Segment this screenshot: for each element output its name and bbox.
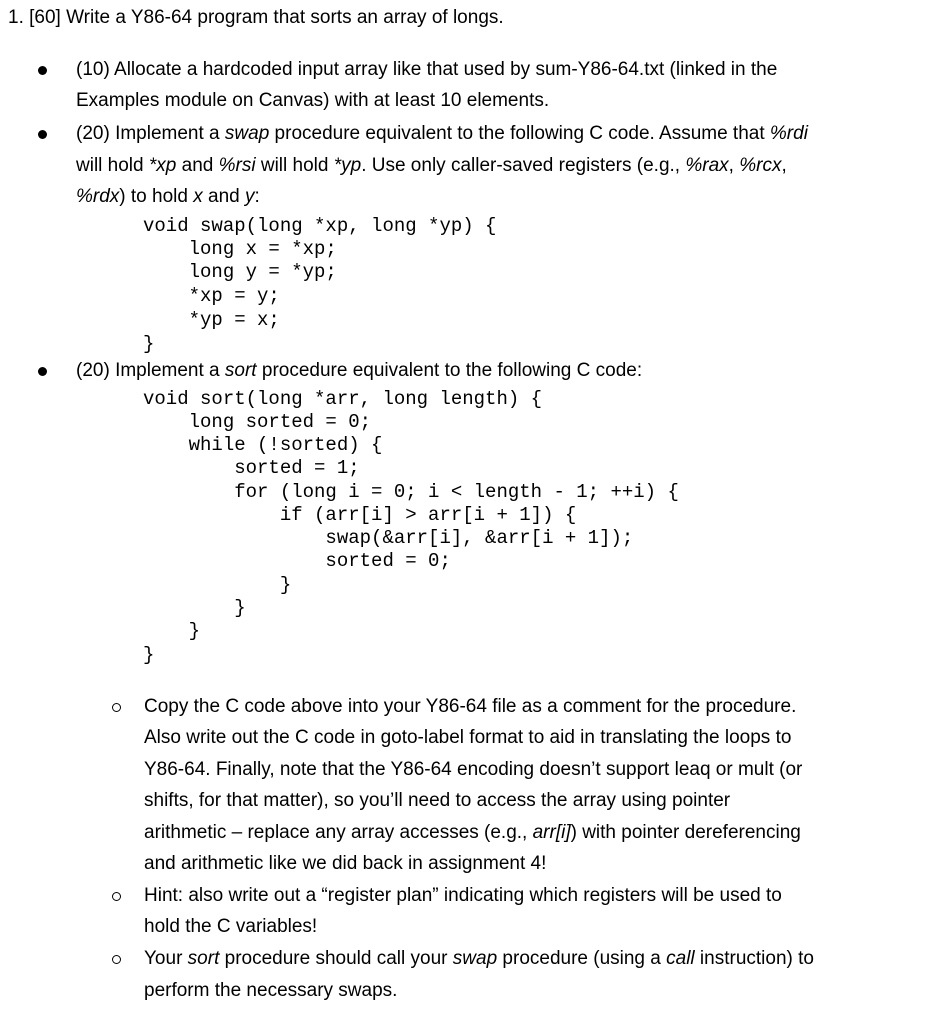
- sub3-line1: Your sort procedure should call your swap procedure (using a call instruction) to: [144, 948, 814, 969]
- bullet-dot: [38, 66, 47, 75]
- sub2-line1: Hint: also write out a “register plan” indicating which registers will be used to: [144, 885, 782, 906]
- code-line: }: [143, 644, 155, 666]
- code-line: for (long i = 0; i < length - 1; ++i) {: [143, 481, 679, 503]
- sub2-line2: hold the C variables!: [144, 916, 318, 937]
- code-line: while (!sorted) {: [143, 434, 383, 456]
- code-line: *xp = y;: [143, 285, 280, 307]
- sub-bullet-circle: [112, 955, 121, 964]
- bullet-dot: [38, 130, 47, 139]
- bullet2-line1: (20) Implement a swap procedure equivalent to the following C code. Assume that %rdi: [76, 123, 808, 144]
- code-line: void sort(long *arr, long length) {: [143, 388, 543, 410]
- bullet1-line2: Examples module on Canvas) with at least 10 elements.: [76, 90, 550, 111]
- sub1-line1: Copy the C code above into your Y86-64 file as a comment for the procedure.: [144, 696, 797, 717]
- code-line: }: [143, 333, 155, 355]
- code-line: sorted = 0;: [143, 550, 451, 572]
- code-line: }: [143, 620, 201, 642]
- code-line: sorted = 1;: [143, 457, 360, 479]
- sub1-line4: shifts, for that matter), so you’ll need to access the array using pointer: [144, 790, 731, 811]
- question-heading: 1. [60] Write a Y86-64 program that sorts an array of longs.: [8, 7, 504, 28]
- code-line: swap(&arr[i], &arr[i + 1]);: [143, 527, 634, 549]
- sub-bullet-circle: [112, 703, 121, 712]
- code-line: long sorted = 0;: [143, 411, 372, 433]
- sub-bullet-circle: [112, 892, 121, 901]
- bullet2-line2: will hold *xp and %rsi will hold *yp. Use only caller-saved registers (e.g., %rax, %rcx,: [76, 155, 787, 176]
- bullet-dot: [38, 367, 47, 376]
- sub3-line2: perform the necessary swaps.: [144, 980, 398, 1001]
- code-line: *yp = x;: [143, 309, 280, 331]
- code-line: void swap(long *xp, long *yp) {: [143, 215, 497, 237]
- bullet3-line1: (20) Implement a sort procedure equivalent to the following C code:: [76, 360, 643, 381]
- sub1-line2: Also write out the C code in goto-label format to aid in translating the loops to: [144, 727, 792, 748]
- code-line: }: [143, 574, 292, 596]
- code-line: long x = *xp;: [143, 238, 337, 260]
- code-line: long y = *yp;: [143, 261, 337, 283]
- code-line: if (arr[i] > arr[i + 1]) {: [143, 504, 577, 526]
- code-line: }: [143, 597, 246, 619]
- bullet2-line3: %rdx) to hold x and y:: [76, 186, 260, 207]
- bullet1-line1: (10) Allocate a hardcoded input array like that used by sum-Y86-64.txt (linked in the: [76, 59, 778, 80]
- sub1-line6: and arithmetic like we did back in assignment 4!: [144, 853, 547, 874]
- sub1-line3: Y86-64. Finally, note that the Y86-64 encoding doesn’t support leaq or mult (or: [144, 759, 803, 780]
- sub1-line5: arithmetic – replace any array accesses (e.g., arr[i]) with pointer dereferencing: [144, 822, 801, 843]
